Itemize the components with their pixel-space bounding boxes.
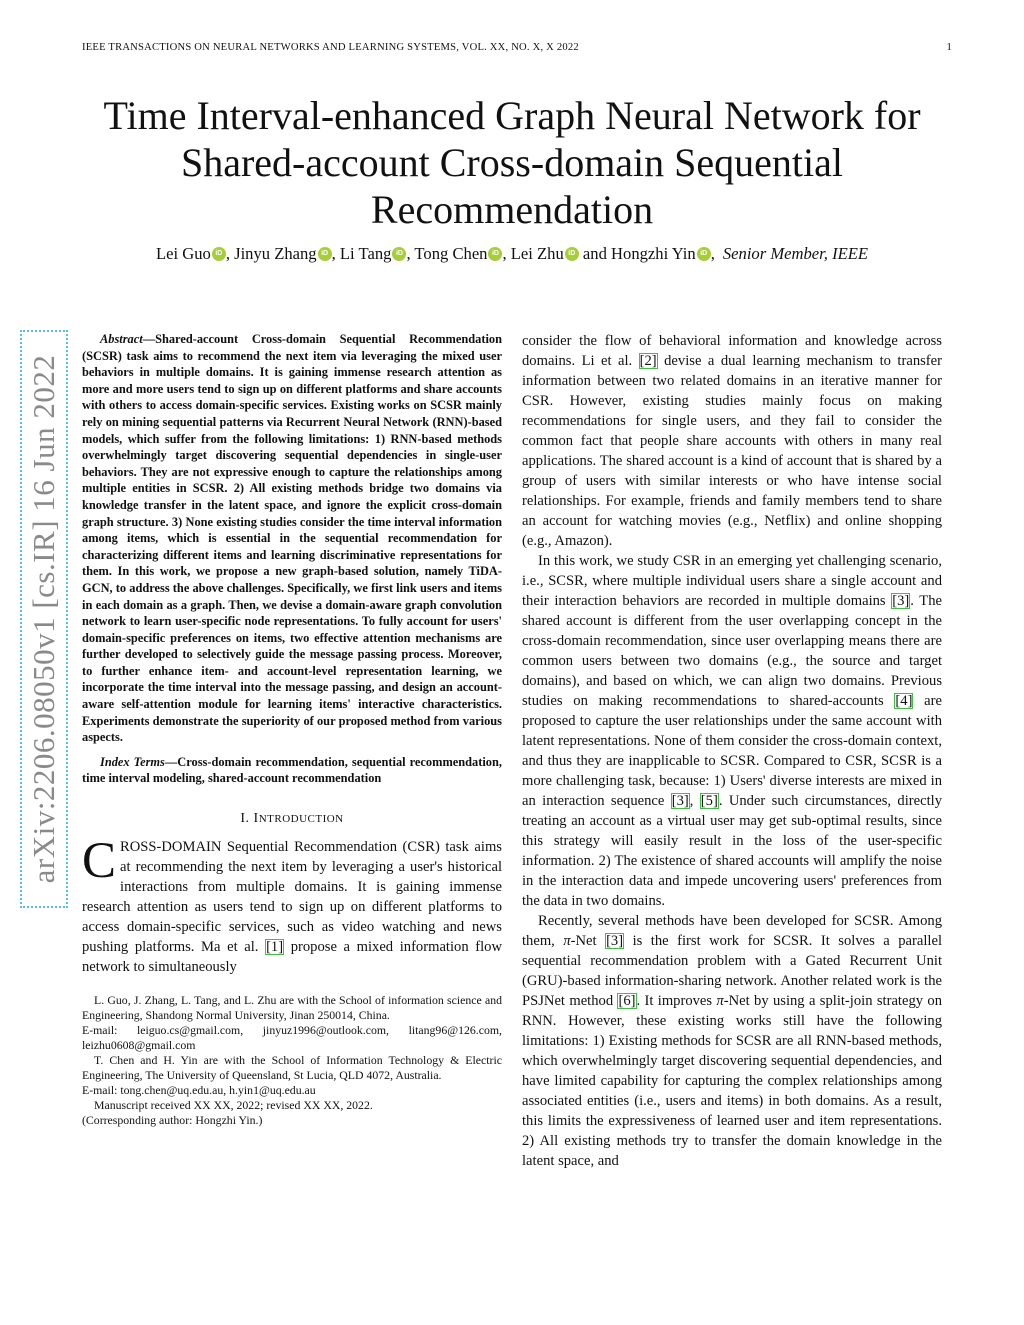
footnote: T. Chen and H. Yin are with the School of Information Technology & Electric Engineering, The University of Queensland, St Lucia, QLD 4072, Australia. (82, 1053, 502, 1083)
intro-text: ROSS-DOMAIN Sequential Recommendation (CSR) task aims at recommending the next item by leveraging a user's historical interactions from multiple domains. It is gaining immense research attention as users tend to sign up on different platforms to access domain-specific services, such as video watching and news pushing platforms. Ma et al. (82, 839, 502, 956)
intro-text: propose a mixed information flow network to simultaneously (82, 939, 502, 976)
journal-name: IEEE TRANSACTIONS ON NEURAL NETWORKS AND LEARNING SYSTEMS, VOL. XX, NO. X, X 2022 (82, 42, 579, 53)
citation-link[interactable]: [1] (266, 939, 284, 956)
intro-paragraph (82, 833, 502, 977)
arxiv-stamp[interactable] (20, 330, 68, 908)
index-terms-lead: Index Terms (100, 754, 165, 769)
title-line-3: Recommendation (370, 187, 654, 232)
body-text: . The shared account is different from the user overlapping concept in the cross-domain recommendation, since user overlapping means there are common users between two domains (e.g., the source and target domains), and based on which, we can align two domains. Previous studies on making recommendations to shared-accounts (522, 593, 942, 709)
body-text: . Under such circumstances, directly treating an account as a virtual user may get sub-optimal results, since this strategy will easily result in the loss of the user-specific information. 2) The existence of shared accounts will amplify the noise in the interaction data and impede uncovering users' preferences from the data in two domains. (522, 793, 942, 909)
body-text: -Net (570, 933, 606, 949)
body-text: devise a dual learning mechanism to transfer information between two related domains in an iterative manner for CSR. However, existing studies mainly focus on making recommendations for single users, and they fail to consider the common fact that people share accounts with others in many real applications. The shared account is a kind of account that is shared by a group of users with similar interests or who have intense social relationships. For example, friends and family members tend to share an account for watching movies (e.g., Netflix) and online shopping (e.g., Amazon). (522, 353, 942, 549)
author-list (40, 243, 984, 265)
body-paragraph (522, 551, 942, 911)
citation-link[interactable]: [5] (700, 793, 718, 809)
author-name: Lei Guo (155, 244, 211, 263)
footnote-email: E-mail: tong.chen@uq.edu.au, h.yin1@uq.edu.au (82, 1083, 316, 1098)
citation-link[interactable]: [3] (671, 793, 689, 809)
index-terms-text: —Cross-domain recommendation, sequential recommendation, time interval modeling, shared-account recommendation (82, 754, 502, 786)
body-text: In this work, we study CSR in an emerging yet challenging scenario, i.e., SCSR, where multiple individual users share a single account and their interaction behaviors are recorded in multiple domains (522, 553, 942, 609)
footnotes (82, 993, 502, 1128)
math-symbol: π (563, 933, 571, 949)
abstract (82, 331, 502, 746)
author-name: , Li Tang (331, 244, 392, 263)
body-text: Recently, several methods have been developed for SCSR. Among them, (522, 913, 942, 949)
citation-link[interactable]: [3] (606, 933, 624, 949)
footnote: (Corresponding author: Hongzhi Yin.) (82, 1113, 263, 1128)
orcid-icon[interactable]: iD (565, 247, 579, 261)
section-numeral: I. I (240, 811, 259, 827)
title-line-2: Shared-account Cross-domain Sequential (180, 140, 844, 185)
body-paragraph (522, 331, 942, 551)
citation-link[interactable]: [6] (618, 993, 636, 1009)
body-text: are proposed to capture the user relationships under the same account with latent representations. None of them consider the cross-domain context, and thus they are inapplicable to SCSR. Compared to CSR, SCSR is a more challenging task, because: 1) Users' diverse interests are mixed in an interaction sequence (522, 693, 943, 809)
paper-title (40, 92, 984, 233)
citation-link[interactable]: [4] (895, 693, 913, 709)
citation-link[interactable]: [2] (639, 353, 657, 369)
index-terms (82, 754, 502, 787)
left-column (82, 331, 502, 1128)
author-name: , Tong Chen (406, 244, 488, 263)
author-name: and Hongzhi Yin (578, 244, 696, 263)
author-membership: Senior Member, IEEE (722, 244, 869, 263)
abstract-text: —Shared-account Cross-domain Sequential Recommendation (SCSR) task aims to recommend the next item via leveraging the mixed user behaviors in multiple domains. It is gaining immense research attention as more and more users tend to sign up on different platforms and share accounts with others to access domain-specific services. Existing works on SCSR mainly rely on mining sequential patterns via Recurrent Neural Network (RNN)-based models, which suffer from the following limitations: 1) RNN-based methods overwhelmingly target discovering sequential dependencies in single-user behaviors. They are not expressive enough to capture the relationships among multiple entities in SCSR. 2) All existing methods bridge two domains via knowledge transfer in the latent space, and ignore the explicit cross-domain graph structure. 3) None existing studies consider the time interval information among items, which is essential in the sequential recommendation for characterizing different items and learning discriminative representations for them. In this work, we propose a new graph-based solution, namely TiDA-GCN, to address the above challenges. Specifically, we first link users and items in each domain as a graph. Then, we devise a domain-aware graph convolution network to learn user-specific node representations. To fully account for users' domain-specific preferences on items, two effective attention mechanisms are further developed to selectively guide the message passing process. Moreover, to further enhance item- and account-level representation learning, we incorporate the time interval into the message passing, and design an account-aware self-attention module for learning items' interactive characteristics. Experiments demonstrate the superiority of our proposed method from various aspects. (82, 332, 502, 745)
running-head (82, 42, 952, 58)
citation-link[interactable]: [3] (892, 593, 910, 609)
section-title: NTRODUCTION (258, 813, 344, 826)
right-column (522, 331, 942, 1171)
drop-cap: C (82, 833, 117, 890)
orcid-icon[interactable]: iD (318, 247, 332, 261)
author-separator: , (710, 244, 715, 263)
body-paragraph (522, 911, 942, 1171)
footnote-email: E-mail: leiguo.cs@gmail.com, jinyuz1996@outlook.com, litang96@126.com, leizhu0608@gmail.com (82, 1023, 502, 1053)
arxiv-stamp-text: arXiv:2206.08050v1 [cs.IR] 16 Jun 2022 (26, 354, 61, 884)
page-number: 1 (946, 42, 952, 53)
footnote: L. Guo, J. Zhang, L. Tang, and L. Zhu are with the School of information science and Engineering, Shandong Normal University, Jinan 250014, China. (82, 993, 502, 1023)
body-text: consider the flow of behavioral information and knowledge across domains. Li et al. (522, 333, 942, 369)
abstract-lead: Abstract (100, 332, 143, 346)
footnote: Manuscript received XX XX, 2022; revised XX XX, 2022. (94, 1098, 373, 1113)
body-text: is the first work for SCSR. It solves a parallel sequential recommendation problem with a Gated Recurrent Unit (GRU)-based information-sharing network. Another related work is the PSJNet method (522, 933, 942, 1009)
section-heading (82, 809, 502, 829)
author-name: , Lei Zhu (502, 244, 564, 263)
math-symbol: π (716, 993, 724, 1009)
orcid-icon[interactable]: iD (697, 247, 711, 261)
orcid-icon[interactable]: iD (392, 247, 406, 261)
body-text: . It improves (636, 993, 717, 1009)
orcid-icon[interactable]: iD (212, 247, 226, 261)
body-text: , (689, 793, 700, 809)
title-line-1: Time Interval-enhanced Graph Neural Network for (103, 93, 921, 138)
orcid-icon[interactable]: iD (488, 247, 502, 261)
author-name: , Jinyu Zhang (225, 244, 317, 263)
body-text: -Net by using a split-join strategy on RNN. However, these existing works still have the following limitations: 1) Existing methods for SCSR are all RNN-based methods, which overwhelmingly target discovering sequential dependencies, and have limited capability for capturing the complex relationships among associated entities (i.e., users and items) in both domains. As a result, this limits the expressiveness of learned user and item representations. 2) All existing methods try to transfer the domain knowledge in the latent space, and (522, 993, 942, 1169)
